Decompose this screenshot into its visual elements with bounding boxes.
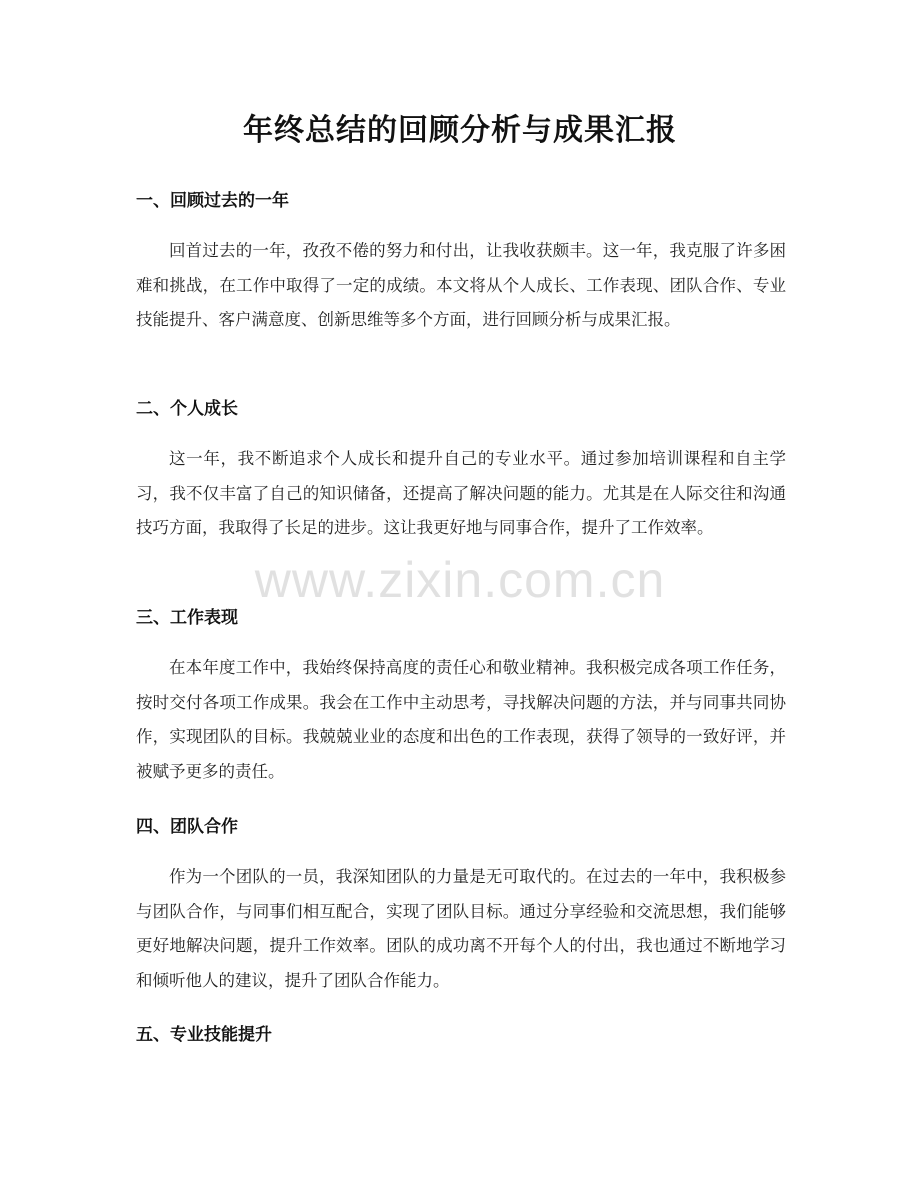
section-paragraph: 在本年度工作中，我始终保持高度的责任心和敬业精神。我积极完成各项工作任务，按时交付各项工作成果。我会在工作中主动思考，寻找解决问题的方法，并与同事共同协作，实现团队的目标。我兢兢业业的态度和出色的工作表现，获得了领导的一致好评，并被赋予更多的责任。: [136, 658, 786, 781]
section-heading: 五、专业技能提升: [136, 1025, 272, 1045]
section-paragraph: 作为一个团队的一员，我深知团队的力量是无可取代的。在过去的一年中，我积极参与团队合作，与同事们相互配合，实现了团队目标。通过分享经验和交流思想，我们能够更好地解决问题，提升工作效率。团队的成功离不开每个人的付出，我也通过不断地学习和倾听他人的建议，提升了团队合作能力。: [136, 867, 786, 990]
section-heading: 二、个人成长: [136, 399, 238, 419]
section-paragraph: 这一年，我不断追求个人成长和提升自己的专业水平。通过参加培训课程和自主学习，我不仅丰富了自己的知识储备，还提高了解决问题的能力。尤其是在人际交往和沟通技巧方面，我取得了长足的进步。这让我更好地与同事合作，提升了工作效率。: [136, 449, 786, 537]
section-heading: 三、工作表现: [136, 608, 238, 628]
section-teamwork: [136, 814, 786, 998]
section-heading: 一、回顾过去的一年: [136, 191, 289, 211]
watermark: www.zixin.com.cn: [254, 552, 666, 608]
section-review-past-year: [136, 188, 786, 338]
section-work-performance: [136, 605, 786, 789]
document-title: 年终总结的回顾分析与成果汇报: [243, 113, 677, 148]
section-heading: 四、团队合作: [136, 817, 238, 837]
section-personal-growth: [136, 396, 786, 546]
section-professional-skills: [136, 1022, 786, 1048]
section-paragraph: 回首过去的一年，孜孜不倦的努力和付出，让我收获颇丰。这一年，我克服了许多困难和挑战，在工作中取得了一定的成绩。本文将从个人成长、工作表现、团队合作、专业技能提升、客户满意度、创新思维等多个方面，进行回顾分析与成果汇报。: [136, 241, 786, 329]
